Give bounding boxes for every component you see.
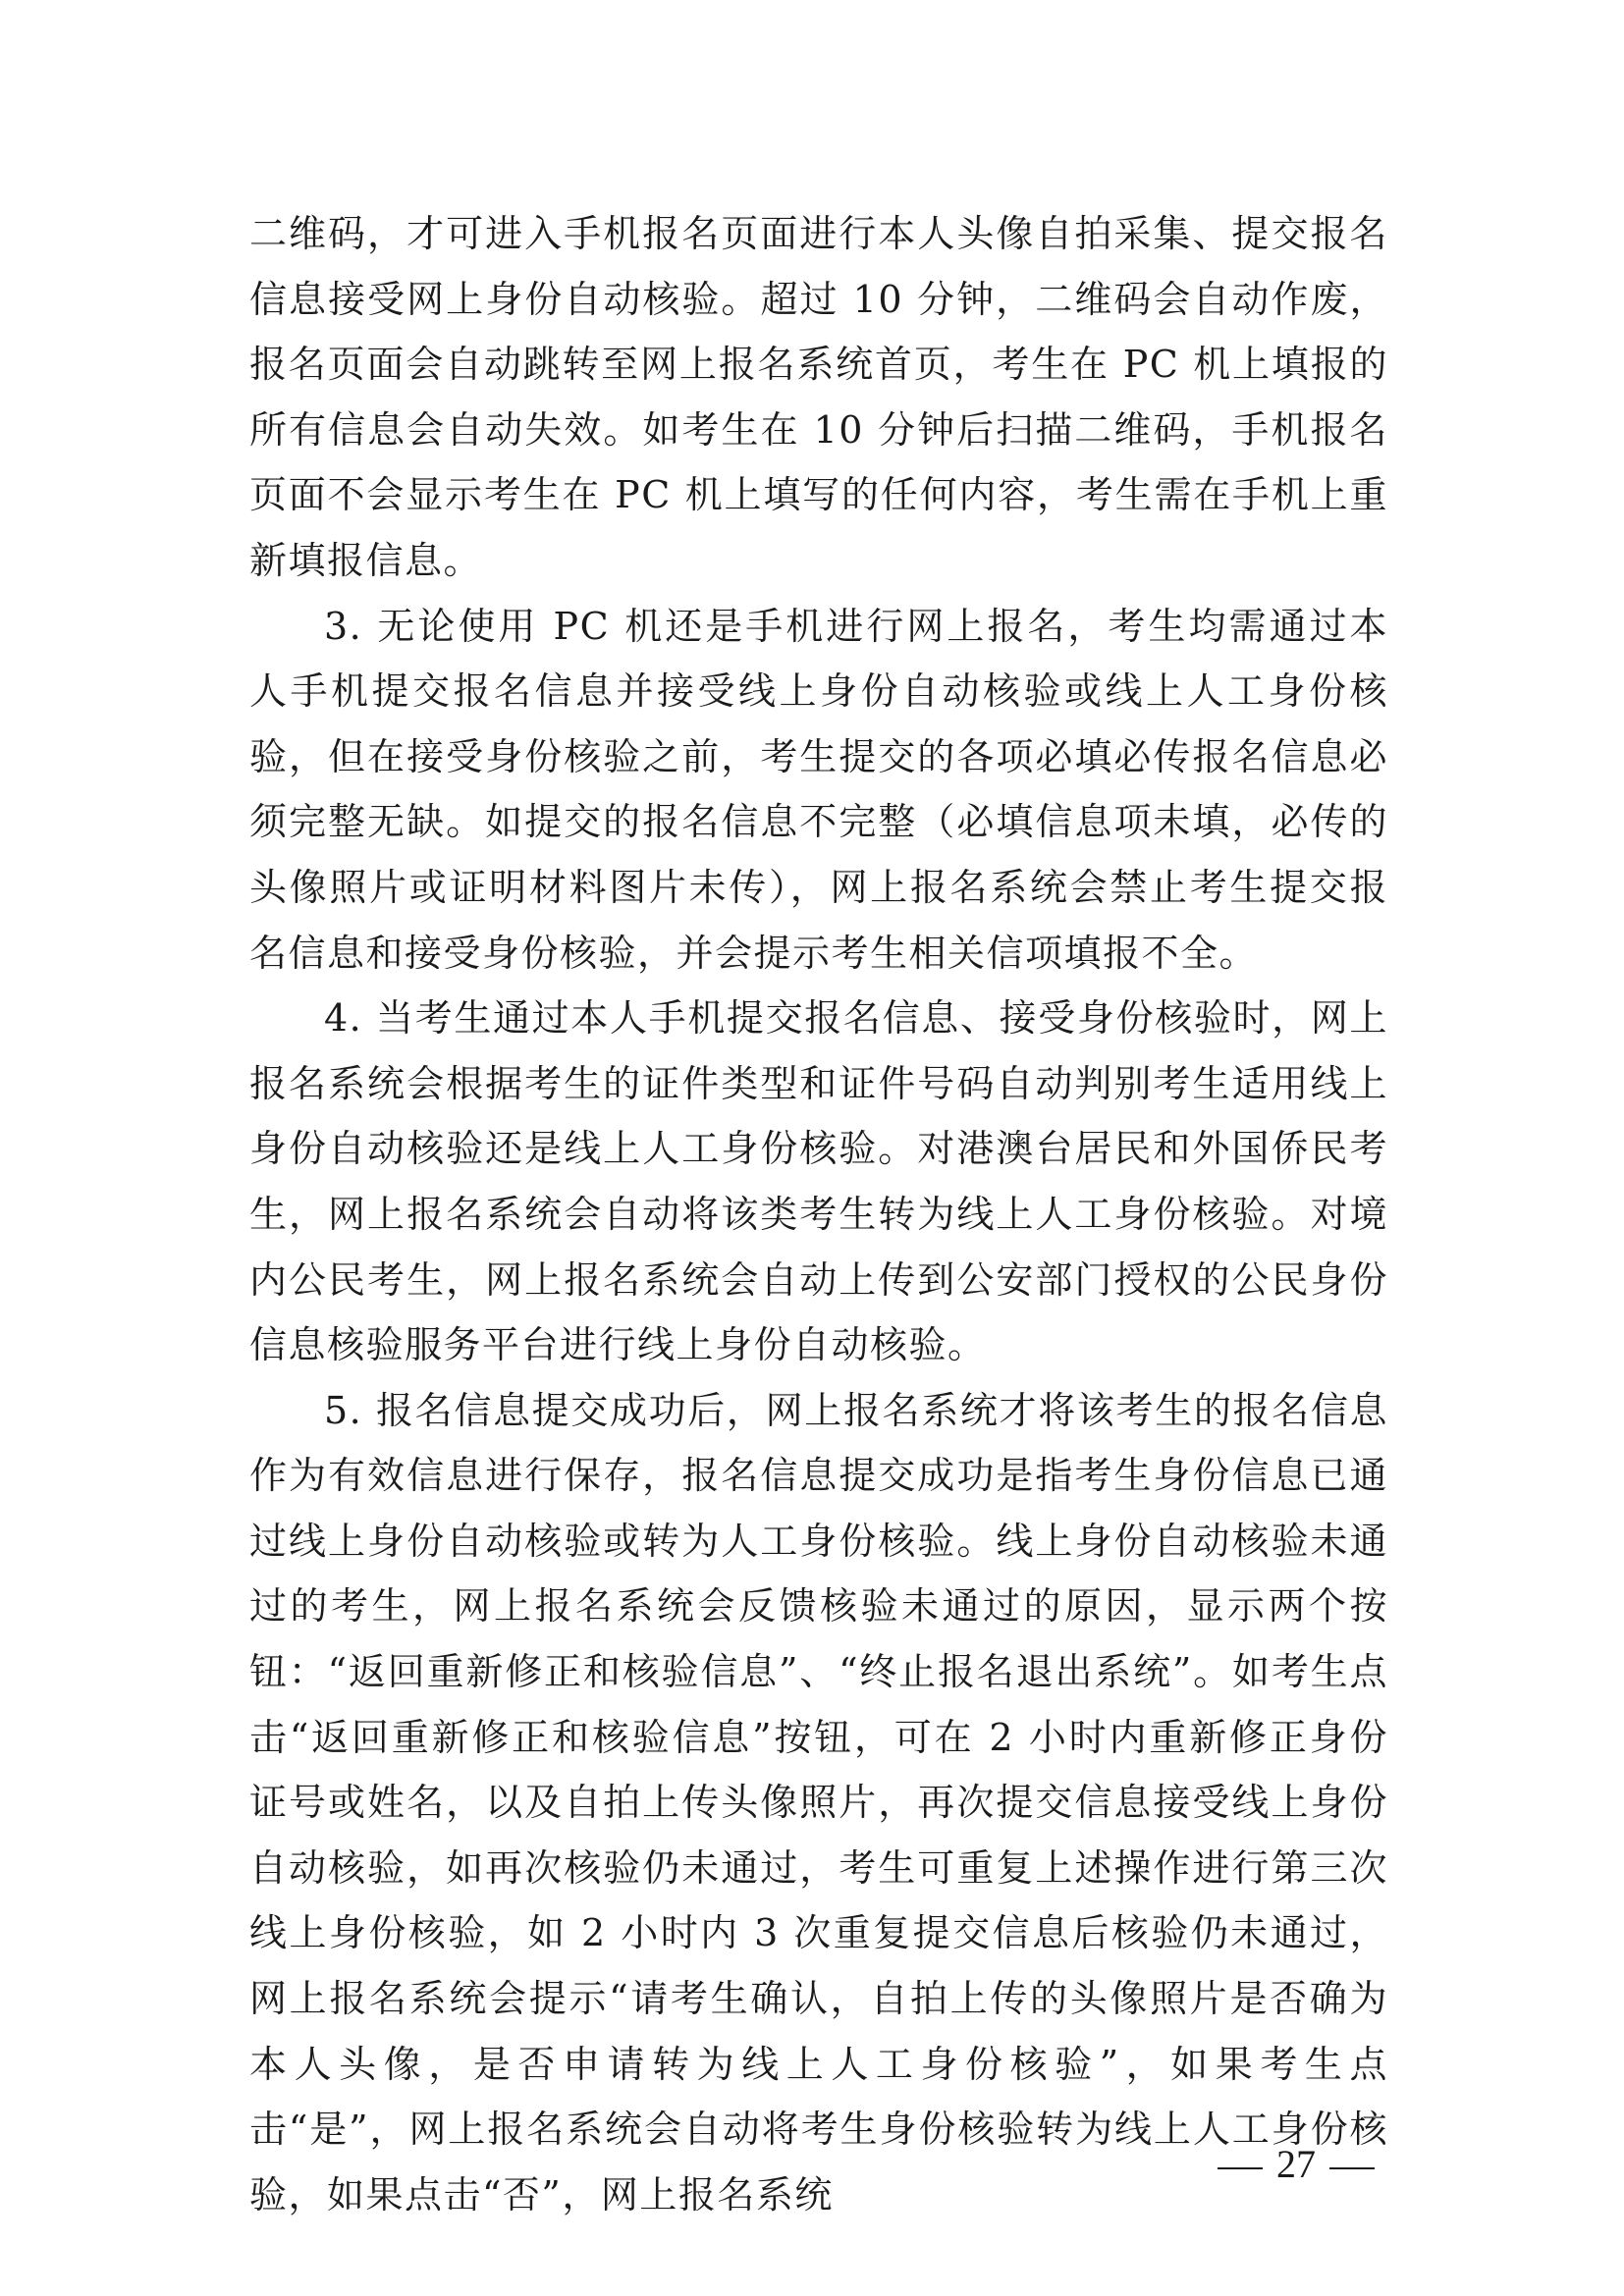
paragraph-item-3: 3. 无论使用 PC 机还是手机进行网上报名，考生均需通过本人手机提交报名信息并接受线上身份自动核验或线上人工身份核验，但在接受身份核验之前，考生提交的各项必填必传报名信息必须完整无缺。如提交的报名信息不完整（必填信息项未填，必传的头像照片或证明材料图片未传），网上报名系统会禁止考生提交报名信息和接受身份核验，并会提示考生相关信项填报不全。 — [249, 604, 1388, 975]
body-text — [249, 201, 1388, 2227]
paragraph-continued: 二维码，才可进入手机报名页面进行本人头像自拍采集、提交报名信息接受网上身份自动核验。超过 10 分钟，二维码会自动作废，报名页面会自动跳转至网上报名系统首页，考生在 PC 机上填报的所有信息会自动失效。如考生在 10 分钟后扫描二维码，手机报名页面不会显示考生在 PC 机上填写的任何内容，考生需在手机上重新填报信息。 — [249, 212, 1388, 582]
paragraph-item-4: 4. 当考生通过本人手机提交报名信息、接受身份核验时，网上报名系统会根据考生的证件类型和证件号码自动判别考生适用线上身份自动核验还是线上人工身份核验。对港澳台居民和外国侨民考生，网上报名系统会自动将该类考生转为线上人工身份核验。对境内公民考生，网上报名系统会自动上传到公安部门授权的公民身份信息核验服务平台进行线上身份自动核验。 — [249, 996, 1388, 1367]
page-number: 27 — [1276, 2142, 1316, 2186]
footer-dash-left — [1218, 2167, 1263, 2169]
page-footer — [1204, 2140, 1388, 2189]
footer-dash-right — [1329, 2167, 1375, 2169]
paragraph-item-5: 5. 报名信息提交成功后，网上报名系统才将该考生的报名信息作为有效信息进行保存，报名信息提交成功是指考生身份信息已通过线上身份自动核验或转为人工身份核验。线上身份自动核验未通过的考生，网上报名系统会反馈核验未通过的原因，显示两个按钮：“返回重新修正和核验信息”、“终止报名退出系统”。如考生点击“返回重新修正和核验信息”按钮，可在 2 小时内重新修正身份证号或姓名，以及自拍上传头像照片，再次提交信息接受线上身份自动核验，如再次核验仍未通过，考生可重复上述操作进行第三次线上身份核验，如 2 小时内 3 次重复提交信息后核验仍未通过，网上报名系统会提示“请考生确认，自拍上传的头像照片是否确为本人头像，是否申请转为线上人工身份核验”，如果考生点击“是”，网上报名系统会自动将考生身份核验转为线上人工身份核验，如果点击“否”，网上报名系统 — [249, 1388, 1388, 2216]
